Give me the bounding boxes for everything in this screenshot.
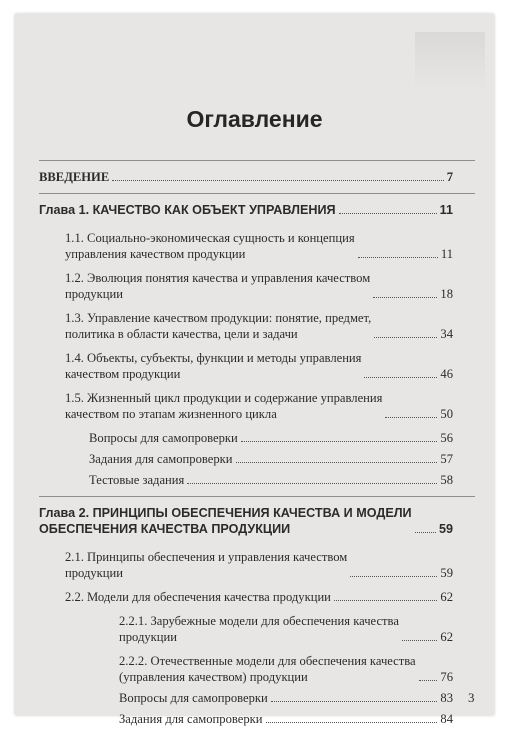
toc-page-number: 11 xyxy=(440,247,453,261)
toc-page-number: 7 xyxy=(446,170,453,184)
toc-entry-label: ВВЕДЕНИЕ xyxy=(39,170,110,184)
toc-section-line: продукции xyxy=(65,566,124,580)
toc-chapter-title: Глава 2. ПРИНЦИПЫ ОБЕСПЕЧЕНИЯ КАЧЕСТВА И МОДЕЛИ xyxy=(39,506,412,520)
toc-extra-label: Тестовые задания xyxy=(89,473,185,487)
dot-leader xyxy=(364,377,437,378)
dot-leader xyxy=(271,701,438,702)
page-number: 3 xyxy=(468,690,475,705)
toc-page-number: 18 xyxy=(440,287,453,301)
toc-page-number: 62 xyxy=(440,630,453,644)
toc-subsection xyxy=(39,711,475,727)
page-title: Оглавление xyxy=(186,106,323,132)
toc-section-line: 1.1. Социально-экономическая сущность и концепция xyxy=(65,231,355,245)
dot-leader xyxy=(415,532,436,533)
toc-page-number: 59 xyxy=(440,566,453,580)
dot-leader xyxy=(374,337,437,338)
toc-section xyxy=(39,589,475,605)
toc-subsection-line: продукции xyxy=(119,630,178,644)
dot-leader xyxy=(241,441,438,442)
bleed-through-shadow xyxy=(415,32,485,92)
toc-section-line: качеством по этапам жизненного цикла xyxy=(65,407,277,421)
toc-page-number: 84 xyxy=(440,712,453,726)
toc-section xyxy=(39,270,475,302)
toc-page-number: 57 xyxy=(440,452,453,466)
dot-leader xyxy=(373,297,437,298)
table-of-contents xyxy=(39,160,475,727)
toc-section xyxy=(39,310,475,342)
toc-section xyxy=(39,549,475,581)
toc-extra xyxy=(39,472,475,488)
toc-section xyxy=(39,350,475,382)
toc-page-number: 11 xyxy=(439,203,453,217)
toc-extra xyxy=(39,451,475,467)
toc-section-line: качеством продукции xyxy=(65,367,181,381)
toc-section-line: 2.2. Модели для обеспечения качества продукции xyxy=(65,590,331,604)
dot-leader xyxy=(236,462,438,463)
toc-page-number: 56 xyxy=(440,431,453,445)
toc-subsection xyxy=(39,613,475,645)
toc-extra-label: Задания для самопроверки xyxy=(89,452,233,466)
toc-extra xyxy=(39,430,475,446)
toc-chapter-title: Глава 1. КАЧЕСТВО КАК ОБЪЕКТ УПРАВЛЕНИЯ xyxy=(39,203,336,217)
toc-subsection xyxy=(39,653,475,685)
dot-leader xyxy=(112,180,443,181)
dot-leader xyxy=(339,213,437,214)
toc-subsection xyxy=(39,690,475,706)
toc-section-line: политика в области качества, цели и задачи xyxy=(65,327,298,341)
dot-leader xyxy=(358,257,438,258)
dot-leader xyxy=(187,483,437,484)
toc-subsection-line: (управления качеством) продукции xyxy=(119,670,308,684)
toc-extra-label: Вопросы для самопроверки xyxy=(89,431,238,445)
toc-section-line: 1.4. Объекты, субъекты, функции и методы управления xyxy=(65,351,362,365)
toc-subsection-line: 2.2.2. Отечественные модели для обеспечения качества xyxy=(119,654,416,668)
dot-leader xyxy=(402,640,437,641)
dot-leader xyxy=(385,417,437,418)
toc-section-line: 2.1. Принципы обеспечения и управления качеством xyxy=(65,550,348,564)
toc-subsection-line: Вопросы для самопроверки xyxy=(119,691,268,705)
toc-chapter-1 xyxy=(39,202,475,218)
toc-section-line: 1.5. Жизненный цикл продукции и содержание управления xyxy=(65,391,383,405)
toc-page-number: 50 xyxy=(440,407,453,421)
toc-page-number: 59 xyxy=(438,522,453,536)
toc-page-number: 83 xyxy=(440,691,453,705)
toc-page-number: 76 xyxy=(440,670,453,684)
toc-page-number: 58 xyxy=(440,473,453,487)
toc-page-number: 46 xyxy=(440,367,453,381)
toc-entry-introduction xyxy=(39,169,475,185)
toc-section-line: 1.2. Эволюция понятия качества и управления качеством xyxy=(65,271,371,285)
toc-section xyxy=(39,230,475,262)
dot-leader xyxy=(334,600,437,601)
toc-section-line: продукции xyxy=(65,287,124,301)
toc-page-number: 62 xyxy=(440,590,453,604)
book-page xyxy=(15,14,494,726)
dot-leader xyxy=(419,680,438,681)
toc-section-line: 1.3. Управление качеством продукции: понятие, предмет, xyxy=(65,311,372,325)
toc-chapter-2 xyxy=(39,505,475,537)
toc-page-number: 34 xyxy=(440,327,453,341)
toc-subsection-line: 2.2.1. Зарубежные модели для обеспечения качества xyxy=(119,614,399,628)
dot-leader xyxy=(266,722,438,723)
toc-section-line: управления качеством продукции xyxy=(65,247,246,261)
dot-leader xyxy=(350,576,437,577)
toc-subsection-line: Задания для самопроверки xyxy=(119,712,263,726)
toc-chapter-title: ОБЕСПЕЧЕНИЯ КАЧЕСТВА ПРОДУКЦИИ xyxy=(39,522,291,536)
toc-section xyxy=(39,390,475,422)
